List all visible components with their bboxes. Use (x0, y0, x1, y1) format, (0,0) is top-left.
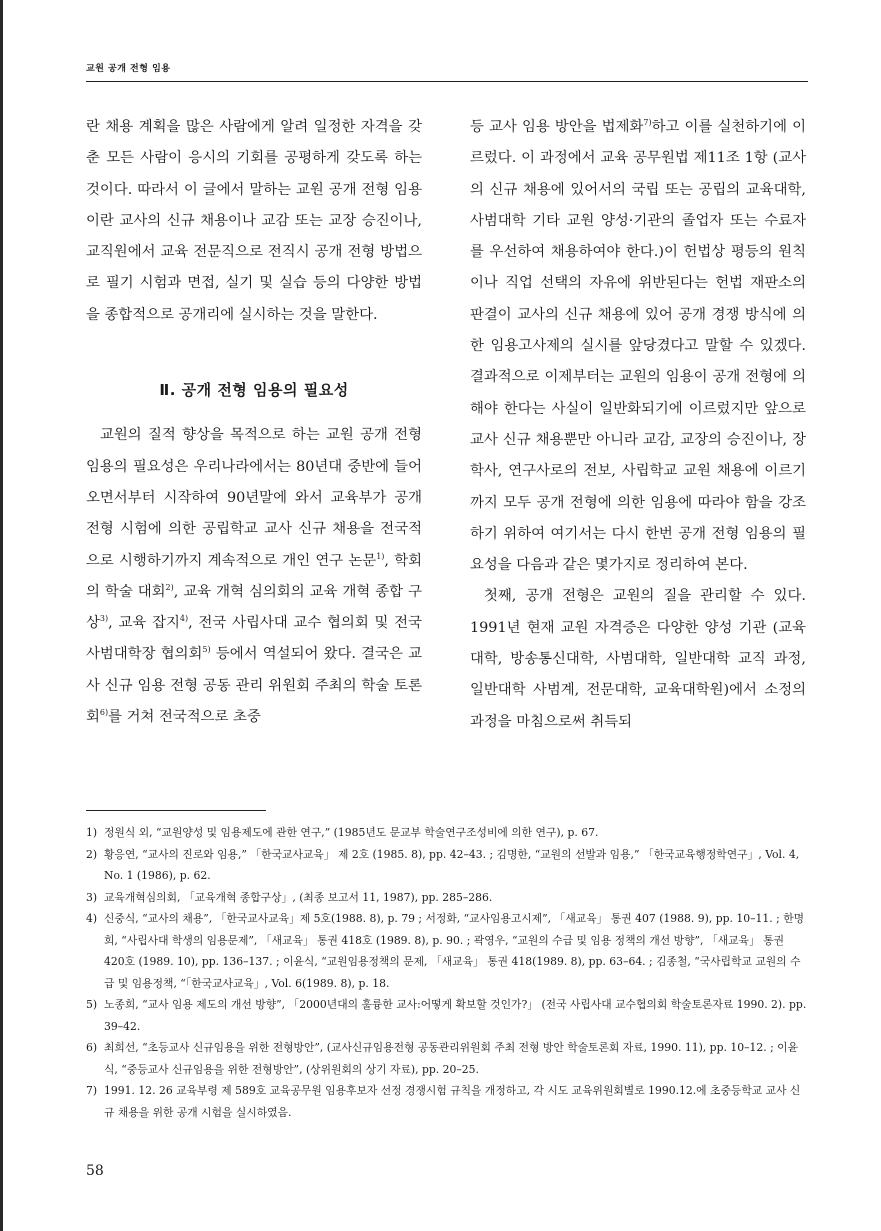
footnote-text: 신중식, “교사의 채용”, 「한국교사교육」제 5호(1988. 8), p. 79 ; 서정화, “교사임용고시제”, 「새교육」 통권 407 (1988. 9), pp. 10–11. ; 한명희, “사립사대 학생의 임용문제”, 「새교육」 통권 418호 (1989. 8), p. 90. ; 곽영우, “교원의 수급 및 임용 정책의 개선 방향”, 「새교육」 통권 420호 (1989. 10), pp. 136–137. ; 이윤식, “교원임용정책의 문제, 「새교육」 통권 418(1989. 8), pp. 63–64. ; 김종철, “국사립학교 교원의 수급 및 임용정책, “「한국교사교육」, Vol. 6(1989. 8), p. 18. (104, 912, 805, 990)
text-run: , 교육 개혁 심의회의 교육 개혁 종합 구상 (86, 583, 422, 632)
footnote-text: 1991. 12. 26 교육부령 제 589호 교육공무원 임용후보자 선정 경쟁시험 규칙을 개정하고, 각 시도 교육위원회별로 1990.12.에 초중등학교 교사 신규 채용을 위한 공개 시험을 실시하였음. (104, 1084, 801, 1119)
footnote-number: 6) (86, 1041, 98, 1054)
page-number: 58 (86, 1163, 104, 1179)
footnote-1 (86, 822, 808, 844)
text-run: , 교육 잡지 (108, 615, 180, 632)
footnote-ref[interactable]: 7) (643, 118, 652, 128)
footnotes (86, 822, 808, 1123)
footnote-text: 황응연, “교사의 진로와 임용,” 「한국교사교육」 제 2호 (1985. 8), pp. 42–43. ; 김명한, “교원의 선발과 임용,” 「한국교육행정학연구」, Vol. 4, No. 1 (1986), p. 62. (104, 847, 800, 882)
footnote-4 (86, 908, 808, 994)
footnote-ref[interactable]: 5) (202, 645, 211, 655)
footnote-text: 교육개혁심의회, 「교육개혁 종합구상」, (최종 보고서 11, 1987), pp. 285–286. (104, 890, 493, 904)
page-edge-rule (0, 0, 3, 1231)
right-para-1 (470, 112, 806, 581)
footnote-6 (86, 1037, 808, 1080)
footnote-text: 최희선, “초등교사 신규임용을 위한 전형방안”, (교사신규임용전형 공동관리위원회 주최 전형 방안 학술토론회 자료, 1990. 11), pp. 10–12. ; 이윤식, “중등교사 신규임용을 위한 전형방안”, (상위원회의 상기 자료), pp. 20–25. (104, 1041, 799, 1076)
footnote-number: 4) (86, 912, 98, 925)
footnote-5 (86, 994, 808, 1037)
running-header: 교원 공개 전형 임용 (86, 64, 171, 74)
footnote-3 (86, 887, 808, 909)
text-run: 하고 이를 실천하기에 이르렀다. 이 과정에서 교육 공무원법 제11조 1항 (교사의 신규 채용에 있어서의 국립 또는 공립의 교육대학, 사범대학 기타 교원 양성·기관의 졸업자 또는 수료자를 우선하여 채용하여야 한다.)이 헌법상 평등의 원칙이나 직업 선택의 자유에 위반된다는 헌법 재판소의 판결이 교사의 신규 채용에 있어 공개 경쟁 방식에 의한 임용고사제의 실시를 앞당겼다고 말할 수 있겠다. 결과적으로 이제부터는 교원의 임용이 공개 전형에 의해야 한다는 사실이 일반화되기에 이르렀지만 앞으로 교사 신규 채용뿐만 아니라 교감, 교장의 승진이나, 장학사, 연구사로의 전보, 사립학교 교원 채용에 이르기까지 모두 공개 전형에 의한 임용에 따라야 함을 강조하기 위하여 여기서는 다시 한번 공개 전형 임용의 필요성을 다음과 같은 몇가지로 정리하여 본다. (470, 119, 806, 574)
left-para-2 (86, 420, 422, 733)
footnote-ref[interactable]: 6) (99, 708, 109, 718)
left-column (86, 112, 422, 733)
footnote-rule (86, 810, 266, 811)
left-para-1: 란 채용 계획을 많은 사람에게 알려 일정한 자격을 갖춘 모든 사람이 응시의 기회를 공평하게 갖도록 하는 것이다. 따라서 이 글에서 말하는 교원 공개 전형 임용이란 교사의 신규 채용이나 교감 또는 교장 승진이나, 교직원에서 교육 전문직으로 전직시 공개 전형 방법으로 필기 시험과 면접, 실기 및 실습 등의 다양한 방법을 종합적으로 공개리에 실시하는 것을 말한다. (86, 119, 422, 323)
footnote-2 (86, 844, 808, 887)
text-run: 등에서 역설되어 왔다. 결국은 교사 신규 임용 전형 공동 관리 위원회 주최의 학술 토론회 (86, 646, 422, 726)
footnote-ref[interactable]: 1) (376, 551, 385, 561)
footnote-text: 노종희, “교사 임용 제도의 개선 방향”, 「2000년대의 훌륭한 교사:어떻게 확보할 것인가?」 (전국 사립사대 교수협의회 학술토론자료 1990. 2). pp. 39–42. (104, 998, 807, 1033)
text-run: 를 거쳐 전국적으로 초중 (108, 709, 261, 726)
header-rule (86, 81, 808, 82)
footnote-text: 정원식 외, “교원양성 및 임용제도에 관한 연구,” (1985년도 문교부 학술연구조성비에 의한 연구), p. 67. (104, 826, 599, 839)
text-run: , 학회의 학술 대회 (86, 552, 423, 600)
footnote-number: 1) (86, 826, 98, 839)
footnote-number: 2) (86, 847, 98, 861)
footnote-number: 7) (86, 1084, 98, 1097)
footnote-ref[interactable]: 2) (165, 583, 174, 593)
right-column (470, 112, 806, 738)
footnote-ref[interactable]: 3) (99, 614, 109, 624)
text-run: , 전국 사립사대 교수 협의회 및 전국 사범대학장 협의회 (86, 615, 422, 663)
text-run: 등 교사 임용 방안을 법제화 (470, 119, 644, 135)
footnote-number: 5) (86, 998, 98, 1011)
section-heading: Ⅱ. 공개 전형 임용의 필요성 (159, 381, 349, 400)
text-run: 교원의 질적 향상을 목적으로 하는 교원 공개 전형 임용의 필요성은 우리나라에서는 80년대 중반에 들어오면서부터 시작하여 90년말에 와서 교육부가 공개 전형 시험에 의한 공립학교 교사 신규 채용을 전국적으로 시행하기까지 계속적으로 개인 연구 논문 (86, 427, 422, 569)
footnote-ref[interactable]: 4) (179, 614, 189, 624)
right-para-2: 첫째, 공개 전형은 교원의 질을 관리할 수 있다. 1991년 현재 교원 자격증은 다양한 양성 기관 (교육대학, 방송통신대학, 사범대학, 일반대학 교직 과정, 일반대학 사범계, 전문대학, 교육대학원)에서 소정의 과정을 마침으로써 취득되 (470, 588, 806, 730)
footnote-number: 3) (86, 890, 98, 904)
footnote-7 (86, 1080, 808, 1123)
